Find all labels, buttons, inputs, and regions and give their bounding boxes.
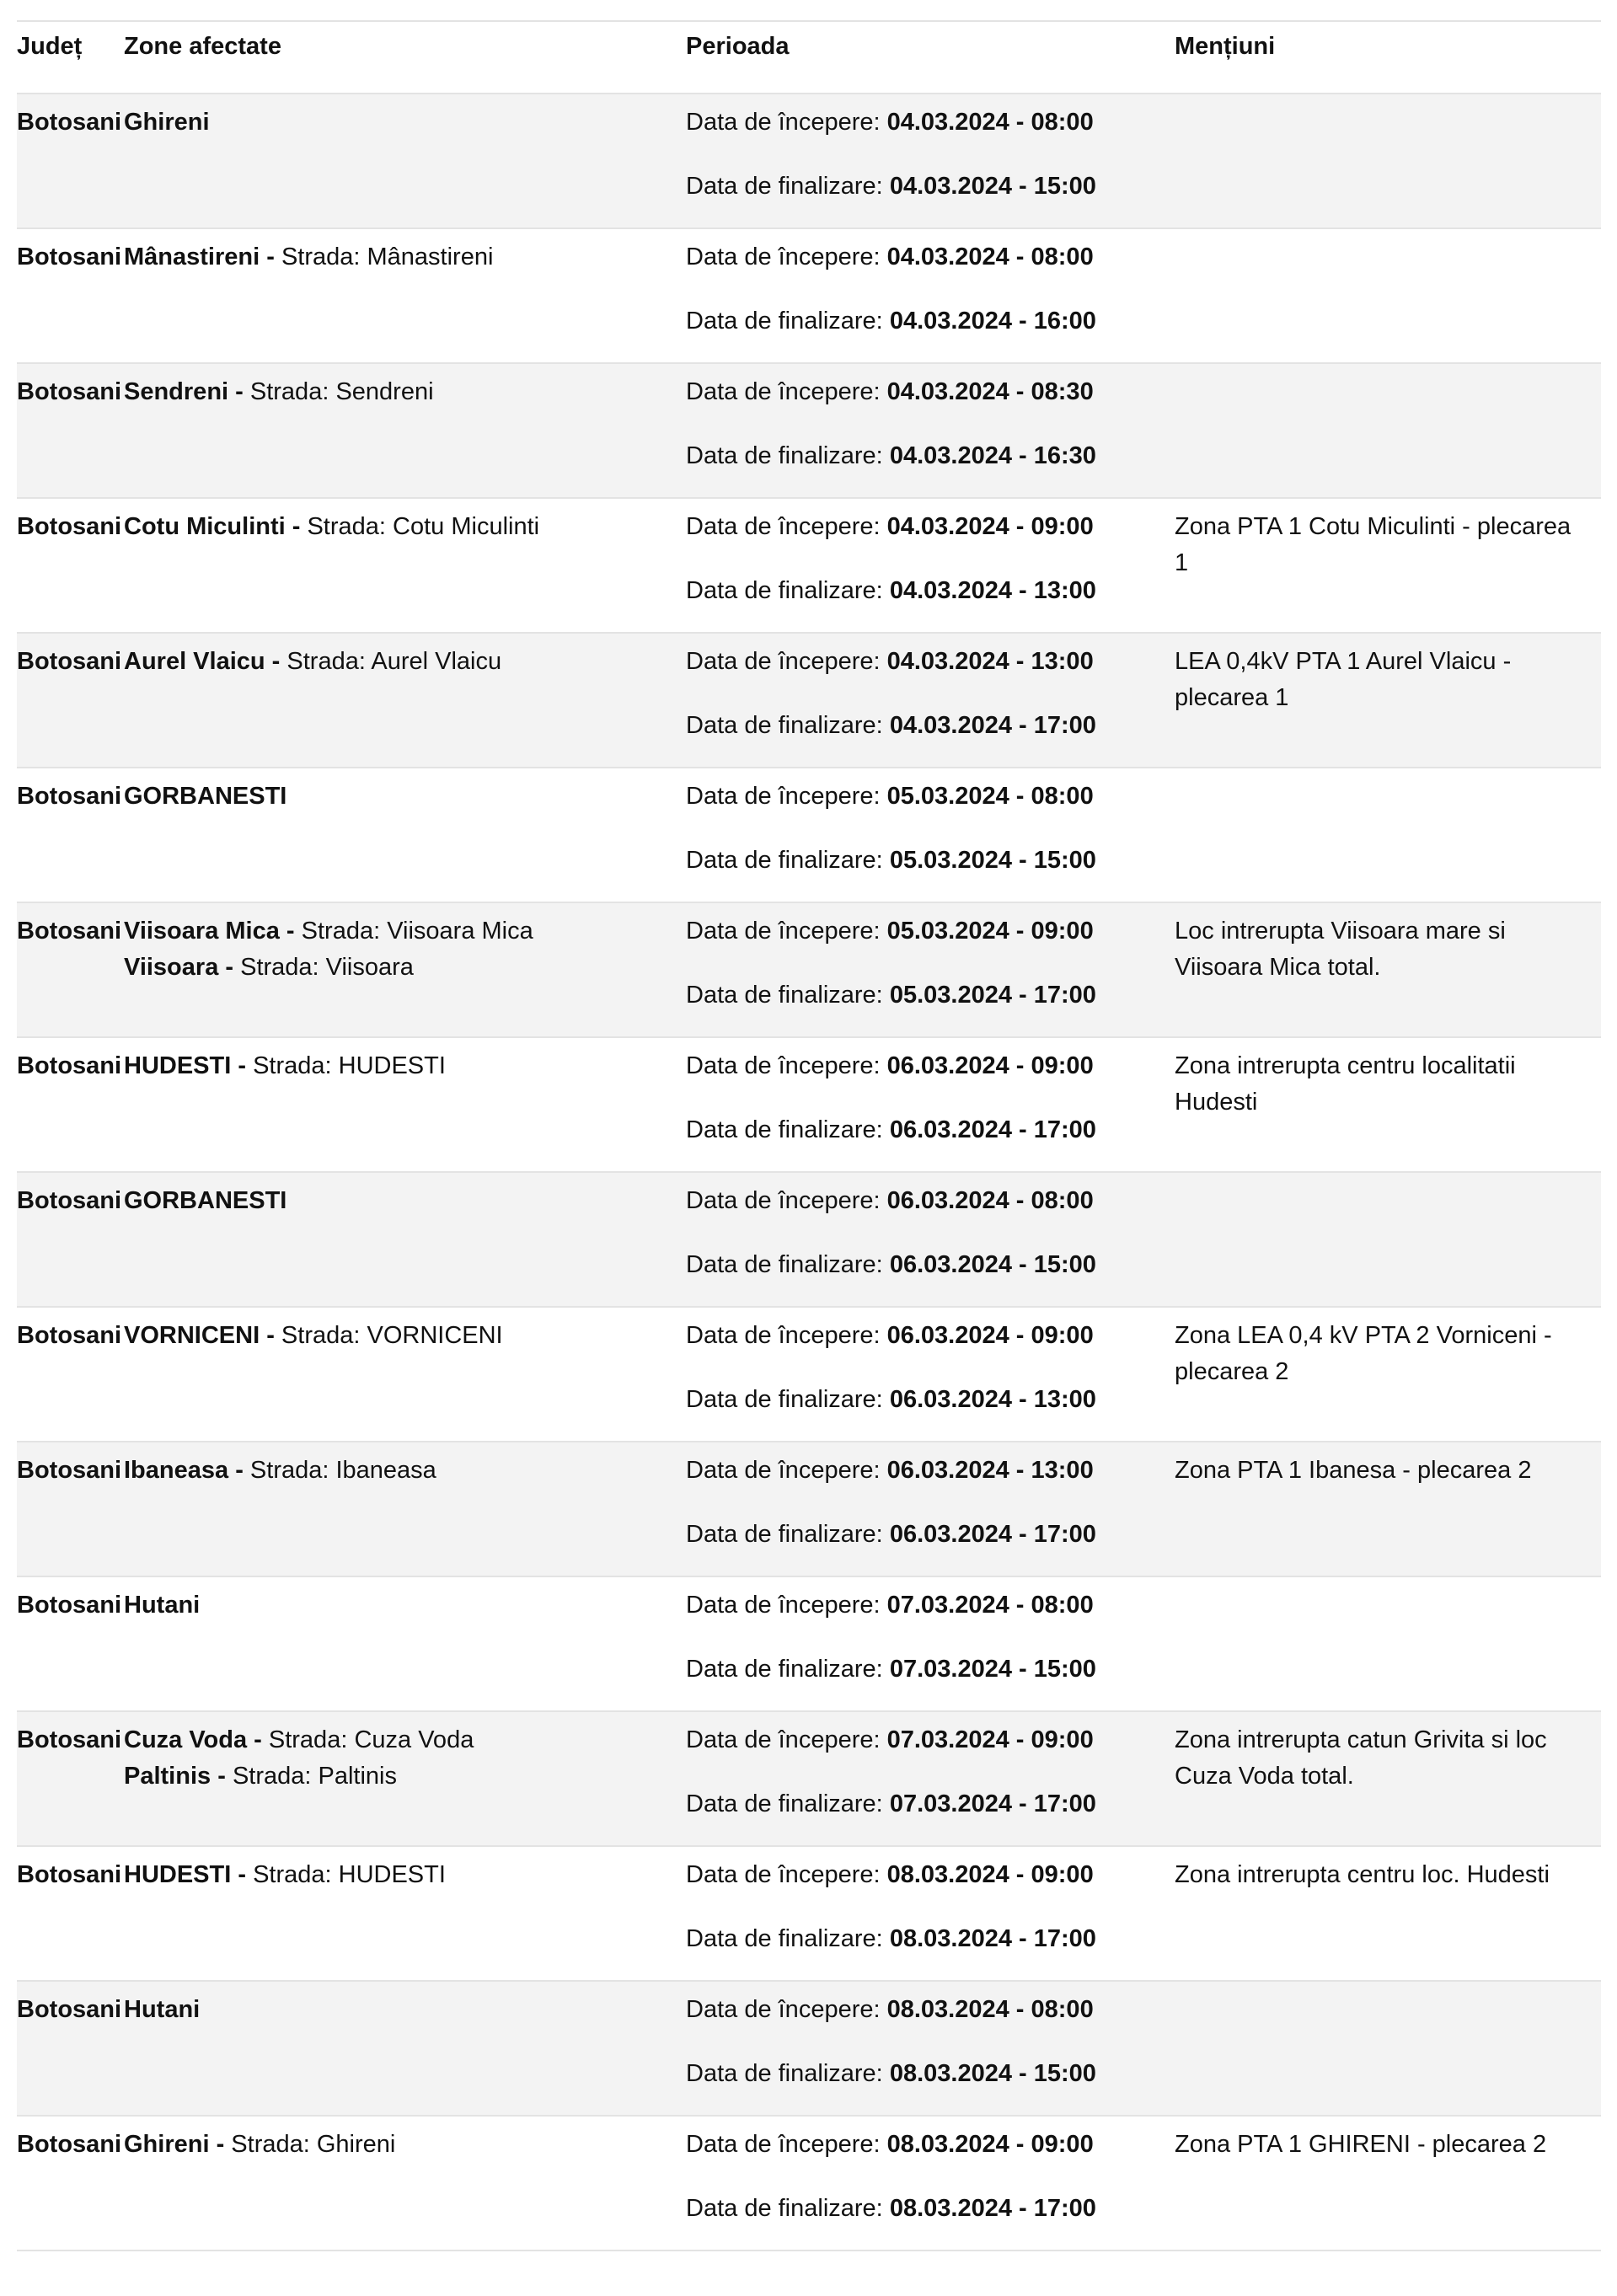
cell-perioada [686, 94, 1175, 228]
cell-judet: Botosani [17, 1052, 122, 1079]
period-end-value: 04.03.2024 - 16:00 [889, 308, 1096, 334]
zone-separator: - [231, 1861, 254, 1888]
cell-zone [124, 94, 686, 228]
cell-judet: Botosani [17, 1322, 122, 1349]
period-start [686, 509, 1175, 545]
zone-locality: Ghireni [124, 2131, 210, 2158]
period-start [686, 374, 1175, 410]
cell-judet: Botosani [17, 918, 122, 945]
period-end [686, 2191, 1175, 2227]
period-start-label: Data de începere: [686, 648, 881, 675]
zone-street: VORNICENI [367, 1322, 503, 1349]
cell-zone [124, 1576, 686, 1711]
zone-separator: - [218, 954, 241, 981]
table-row [17, 1037, 1601, 1172]
period-start [686, 104, 1175, 141]
zone-separator: - [279, 918, 302, 945]
period-end-value: 06.03.2024 - 15:00 [889, 1251, 1096, 1278]
zone-separator: - [228, 1457, 250, 1484]
period-start-value: 06.03.2024 - 09:00 [886, 1052, 1094, 1079]
zone-line [124, 509, 686, 545]
cell-mentiuni: LEA 0,4kV PTA 1 Aurel Vlaicu - plecarea 1 [1175, 648, 1512, 711]
cell-judet: Botosani [17, 1861, 122, 1888]
cell-zone [124, 2116, 686, 2251]
period-end-label: Data de finalizare: [686, 442, 883, 469]
table-row [17, 1846, 1601, 1981]
cell-zone [124, 1711, 686, 1846]
street-prefix: Strada: [301, 918, 381, 945]
zone-locality: Viisoara Mica [124, 918, 280, 945]
period-end-label: Data de finalizare: [686, 847, 883, 874]
period-start [686, 1857, 1175, 1893]
period-start-label: Data de începere: [686, 1052, 881, 1079]
period-end-value: 04.03.2024 - 17:00 [889, 712, 1096, 739]
cell-mentiuni [1175, 363, 1601, 498]
cell-mentiuni: Zona intrerupta centru localitatii Hudesti [1175, 1052, 1516, 1116]
zone-separator: - [228, 378, 250, 405]
cell-judet: Botosani [17, 783, 122, 810]
cell-perioada [686, 1711, 1175, 1846]
period-start-value: 06.03.2024 - 09:00 [886, 1322, 1094, 1349]
cell-perioada [686, 1037, 1175, 1172]
cell-mentiuni: Zona intrerupta centru loc. Hudesti [1175, 1861, 1550, 1888]
zone-locality: Sendreni [124, 378, 229, 405]
period-end-label: Data de finalizare: [686, 982, 883, 1009]
cell-zone [124, 1172, 686, 1307]
street-prefix: Strada: [307, 513, 386, 540]
cell-perioada [686, 1307, 1175, 1442]
zone-line [124, 1048, 686, 1084]
table-row [17, 228, 1601, 363]
cell-mentiuni [1175, 94, 1601, 228]
period-start-label: Data de începere: [686, 1457, 881, 1484]
street-prefix: Strada: [249, 1457, 329, 1484]
period-start-label: Data de începere: [686, 1996, 881, 2023]
period-start-value: 07.03.2024 - 08:00 [886, 1592, 1094, 1619]
period-end [686, 438, 1175, 474]
period-start [686, 1318, 1175, 1354]
street-prefix: Strada: [281, 1322, 361, 1349]
period-end-value: 06.03.2024 - 17:00 [889, 1521, 1096, 1548]
table-row [17, 768, 1601, 902]
zone-locality: Cotu Miculinti [124, 513, 286, 540]
zone-street: Ibaneasa [335, 1457, 436, 1484]
cell-perioada [686, 1172, 1175, 1307]
cell-zone [124, 902, 686, 1037]
zone-locality: GORBANESTI [124, 1187, 287, 1214]
period-end-label: Data de finalizare: [686, 712, 883, 739]
period-start-label: Data de începere: [686, 2131, 881, 2158]
zone-street: Viisoara Mica [387, 918, 533, 945]
zone-street: Ghireni [316, 2131, 396, 2158]
zone-line [124, 239, 686, 276]
period-start-label: Data de începere: [686, 244, 881, 270]
period-start-label: Data de începere: [686, 109, 881, 136]
cell-perioada [686, 1576, 1175, 1711]
period-end-value: 06.03.2024 - 13:00 [889, 1386, 1096, 1413]
period-start-label: Data de începere: [686, 1726, 881, 1753]
cell-mentiuni: Loc intrerupta Viisoara mare si Viisoara Mica total. [1175, 918, 1506, 981]
street-prefix: Strada: [231, 2131, 310, 2158]
outage-schedule-sheet [17, 20, 1601, 2251]
street-prefix: Strada: [268, 1726, 348, 1753]
header-perioada: Perioada [686, 21, 1175, 94]
period-end-label: Data de finalizare: [686, 2060, 883, 2087]
cell-mentiuni [1175, 1981, 1601, 2116]
cell-zone [124, 768, 686, 902]
cell-mentiuni: Zona PTA 1 Ibanesa - plecarea 2 [1175, 1457, 1532, 1484]
zone-separator: - [209, 2131, 232, 2158]
zone-street: Paltinis [318, 1763, 397, 1790]
cell-judet: Botosani [17, 648, 122, 675]
cell-perioada [686, 1846, 1175, 1981]
cell-judet: Botosani [17, 109, 122, 136]
period-start [686, 1183, 1175, 1219]
period-end-value: 04.03.2024 - 16:30 [889, 442, 1096, 469]
zone-street: HUDESTI [338, 1861, 446, 1888]
cell-perioada [686, 498, 1175, 633]
period-start [686, 1587, 1175, 1624]
cell-zone [124, 1981, 686, 2116]
zone-line [124, 1992, 686, 2028]
zone-street: HUDESTI [338, 1052, 446, 1079]
cell-mentiuni: Zona LEA 0,4 kV PTA 2 Vorniceni - plecarea 2 [1175, 1322, 1552, 1385]
cell-zone [124, 633, 686, 768]
zone-line [124, 644, 686, 680]
cell-zone [124, 363, 686, 498]
cell-zone [124, 498, 686, 633]
cell-judet: Botosani [17, 1457, 122, 1484]
period-start [686, 2127, 1175, 2163]
cell-perioada [686, 228, 1175, 363]
header-mentiuni: Mențiuni [1175, 21, 1601, 94]
cell-judet: Botosani [17, 1592, 122, 1619]
period-start-value: 06.03.2024 - 13:00 [886, 1457, 1094, 1484]
period-end [686, 1517, 1175, 1553]
table-row [17, 363, 1601, 498]
zone-line [124, 1587, 686, 1624]
header-row [17, 21, 1601, 94]
period-end-label: Data de finalizare: [686, 1251, 883, 1278]
period-end-value: 08.03.2024 - 15:00 [889, 2060, 1096, 2087]
cell-perioada [686, 1981, 1175, 2116]
period-end-value: 04.03.2024 - 15:00 [889, 173, 1096, 200]
cell-zone [124, 1037, 686, 1172]
cell-judet: Botosani [17, 513, 122, 540]
zone-line [124, 1183, 686, 1219]
period-end [686, 708, 1175, 744]
table-row [17, 1442, 1601, 1576]
period-end [686, 1921, 1175, 1957]
period-end-label: Data de finalizare: [686, 1656, 883, 1683]
period-end-label: Data de finalizare: [686, 1790, 883, 1817]
zone-line [124, 1722, 686, 1758]
cell-mentiuni: Zona PTA 1 Cotu Miculinti - plecarea 1 [1175, 513, 1571, 576]
period-end [686, 303, 1175, 340]
period-end [686, 1651, 1175, 1688]
zone-locality: Aurel Vlaicu [124, 648, 265, 675]
period-end [686, 1247, 1175, 1283]
zone-line [124, 2127, 686, 2163]
period-start-label: Data de începere: [686, 1322, 881, 1349]
table-row [17, 2116, 1601, 2251]
cell-zone [124, 1442, 686, 1576]
street-prefix: Strada: [249, 378, 329, 405]
zone-locality: Hutani [124, 1592, 201, 1619]
period-start-value: 07.03.2024 - 09:00 [886, 1726, 1094, 1753]
header-judet: Județ [17, 21, 124, 94]
period-start-value: 05.03.2024 - 08:00 [886, 783, 1094, 810]
period-end [686, 1112, 1175, 1148]
cell-mentiuni: Zona PTA 1 GHIRENI - plecarea 2 [1175, 2131, 1547, 2158]
period-end [686, 843, 1175, 879]
street-prefix: Strada: [232, 1763, 312, 1790]
period-start-value: 04.03.2024 - 08:00 [886, 244, 1094, 270]
cell-judet: Botosani [17, 1996, 122, 2023]
cell-judet: Botosani [17, 2131, 122, 2158]
period-start [686, 1722, 1175, 1758]
cell-zone [124, 228, 686, 363]
zone-line [124, 950, 686, 986]
period-end-label: Data de finalizare: [686, 2195, 883, 2222]
period-start [686, 1048, 1175, 1084]
zone-locality: Ghireni [124, 109, 210, 136]
zone-line [124, 779, 686, 815]
zone-line [124, 1453, 686, 1489]
zone-street: Viisoara [325, 954, 414, 981]
zone-line [124, 913, 686, 950]
cell-perioada [686, 902, 1175, 1037]
period-end-value: 06.03.2024 - 17:00 [889, 1116, 1096, 1143]
zone-street: Sendreni [335, 378, 434, 405]
zone-line [124, 374, 686, 410]
street-prefix: Strada: [253, 1052, 332, 1079]
cell-zone [124, 1307, 686, 1442]
cell-judet: Botosani [17, 1187, 122, 1214]
zone-separator: - [260, 1322, 281, 1349]
street-prefix: Strada: [281, 244, 361, 270]
period-start-value: 05.03.2024 - 09:00 [886, 918, 1094, 945]
period-start-label: Data de începere: [686, 783, 881, 810]
period-end-label: Data de finalizare: [686, 1386, 883, 1413]
period-end-label: Data de finalizare: [686, 1925, 883, 1952]
period-start-value: 04.03.2024 - 08:00 [886, 109, 1094, 136]
zone-street: Cuza Voda [354, 1726, 474, 1753]
header-zone: Zone afectate [124, 21, 686, 94]
table-row [17, 1711, 1601, 1846]
cell-judet: Botosani [17, 1726, 122, 1753]
zone-street: Cotu Miculinti [393, 513, 540, 540]
period-start-label: Data de începere: [686, 378, 881, 405]
zone-locality: Paltinis [124, 1763, 211, 1790]
zone-locality: Cuza Voda [124, 1726, 248, 1753]
period-start [686, 239, 1175, 276]
table-body [17, 94, 1601, 2251]
period-end-label: Data de finalizare: [686, 1521, 883, 1548]
period-start [686, 644, 1175, 680]
period-end [686, 2056, 1175, 2092]
outage-table [17, 20, 1601, 2251]
zone-separator: - [211, 1763, 233, 1790]
zone-locality: GORBANESTI [124, 783, 287, 810]
period-end-value: 08.03.2024 - 17:00 [889, 1925, 1096, 1952]
cell-perioada [686, 2116, 1175, 2251]
cell-perioada [686, 633, 1175, 768]
zone-separator: - [260, 244, 281, 270]
period-end-label: Data de finalizare: [686, 1116, 883, 1143]
period-end-value: 05.03.2024 - 17:00 [889, 982, 1096, 1009]
period-end [686, 977, 1175, 1014]
zone-locality: VORNICENI [124, 1322, 260, 1349]
period-end-value: 08.03.2024 - 17:00 [889, 2195, 1096, 2222]
zone-line [124, 104, 686, 141]
cell-mentiuni [1175, 768, 1601, 902]
period-start-label: Data de începere: [686, 1592, 881, 1619]
period-end-label: Data de finalizare: [686, 173, 883, 200]
table-header [17, 21, 1601, 94]
cell-mentiuni [1175, 1576, 1601, 1711]
period-start-label: Data de începere: [686, 918, 881, 945]
period-start-value: 04.03.2024 - 09:00 [886, 513, 1094, 540]
zone-separator: - [247, 1726, 269, 1753]
zone-street: Aurel Vlaicu [371, 648, 502, 675]
period-end-value: 05.03.2024 - 15:00 [889, 847, 1096, 874]
zone-locality: HUDESTI [124, 1052, 232, 1079]
period-end-value: 07.03.2024 - 15:00 [889, 1656, 1096, 1683]
cell-zone [124, 1846, 686, 1981]
period-start [686, 1453, 1175, 1489]
table-row [17, 1576, 1601, 1711]
table-row [17, 498, 1601, 633]
zone-separator: - [265, 648, 287, 675]
zone-locality: HUDESTI [124, 1861, 232, 1888]
period-end [686, 573, 1175, 609]
table-row [17, 633, 1601, 768]
period-start-value: 08.03.2024 - 09:00 [886, 1861, 1094, 1888]
street-prefix: Strada: [286, 648, 366, 675]
period-start-label: Data de începere: [686, 1861, 881, 1888]
zone-separator: - [231, 1052, 254, 1079]
period-end-label: Data de finalizare: [686, 577, 883, 604]
period-end [686, 1382, 1175, 1418]
period-start-value: 06.03.2024 - 08:00 [886, 1187, 1094, 1214]
table-row [17, 94, 1601, 228]
street-prefix: Strada: [240, 954, 319, 981]
zone-street: Mânastireni [367, 244, 494, 270]
period-start-value: 04.03.2024 - 08:30 [886, 378, 1094, 405]
cell-perioada [686, 363, 1175, 498]
table-row [17, 1172, 1601, 1307]
cell-mentiuni [1175, 1172, 1601, 1307]
zone-line [124, 1857, 686, 1893]
period-end [686, 1786, 1175, 1822]
street-prefix: Strada: [253, 1861, 332, 1888]
table-row [17, 1981, 1601, 2116]
zone-locality: Hutani [124, 1996, 201, 2023]
period-start [686, 779, 1175, 815]
zone-separator: - [285, 513, 308, 540]
zone-locality: Viisoara [124, 954, 219, 981]
period-start-label: Data de începere: [686, 1187, 881, 1214]
period-end [686, 169, 1175, 205]
period-start [686, 913, 1175, 950]
zone-locality: Mânastireni [124, 244, 260, 270]
table-row [17, 902, 1601, 1037]
table-row [17, 1307, 1601, 1442]
cell-perioada [686, 768, 1175, 902]
zone-locality: Ibaneasa [124, 1457, 229, 1484]
period-start-value: 08.03.2024 - 08:00 [886, 1996, 1094, 2023]
period-end-value: 04.03.2024 - 13:00 [889, 577, 1096, 604]
period-start-value: 04.03.2024 - 13:00 [886, 648, 1094, 675]
zone-line [124, 1758, 686, 1795]
period-end-value: 07.03.2024 - 17:00 [889, 1790, 1096, 1817]
cell-judet: Botosani [17, 244, 122, 270]
cell-mentiuni: Zona intrerupta catun Grivita si loc Cuza Voda total. [1175, 1726, 1547, 1790]
zone-line [124, 1318, 686, 1354]
period-start [686, 1992, 1175, 2028]
period-end-label: Data de finalizare: [686, 308, 883, 334]
period-start-value: 08.03.2024 - 09:00 [886, 2131, 1094, 2158]
period-start-label: Data de începere: [686, 513, 881, 540]
cell-perioada [686, 1442, 1175, 1576]
cell-judet: Botosani [17, 378, 122, 405]
cell-mentiuni [1175, 228, 1601, 363]
